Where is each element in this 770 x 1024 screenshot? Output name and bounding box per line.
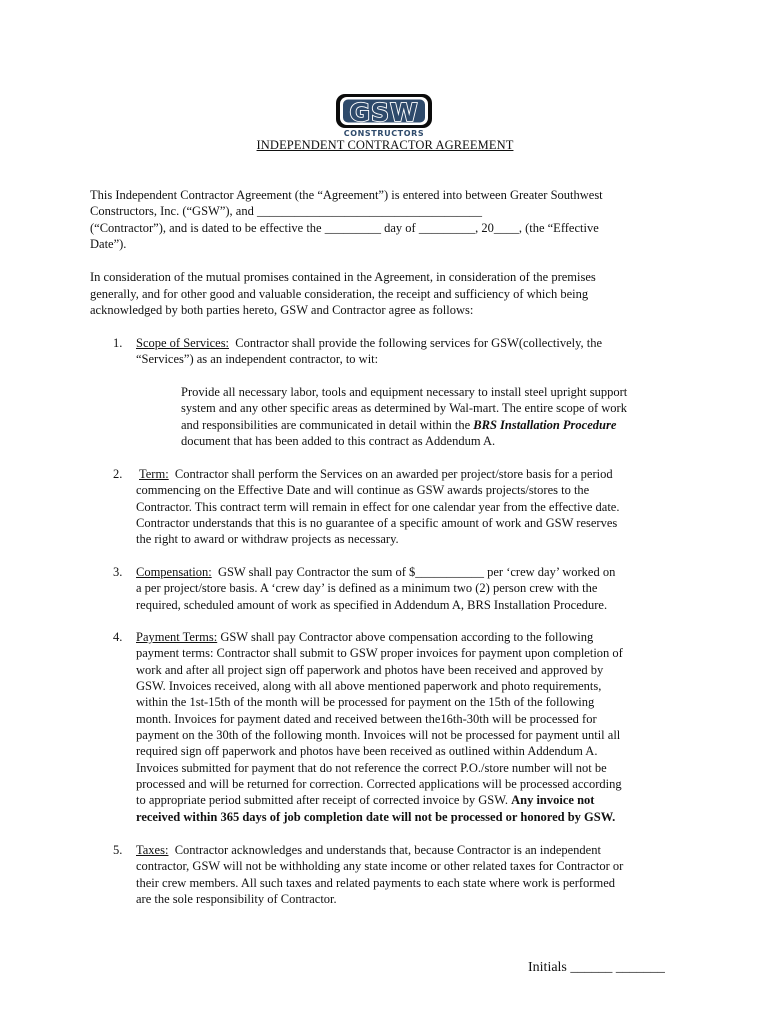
- section-5-line-3: their crew members. All such taxes and related payments to each state where work is performed: [136, 876, 615, 890]
- section-3-number: 3.: [113, 565, 123, 579]
- section-2-line-1: [139, 466, 613, 482]
- invoice-deadline-notice: Any invoice not: [511, 793, 595, 807]
- section-2-heading: Term:: [139, 467, 169, 481]
- section-4-line-11: [136, 792, 594, 808]
- scope-detail-line-2: system and any other specific areas as determined by Wal-mart. The entire scope of work: [181, 401, 627, 415]
- section-5-heading: Taxes:: [136, 843, 169, 857]
- section-2-text: Contractor shall perform the Services on an awarded per project/store basis for a period: [168, 467, 613, 481]
- section-3-line-3: required, scheduled amount of work as specified in Addendum A, BRS Installation Procedure.: [136, 598, 608, 612]
- section-2-line-5: the right to award or withdraw projects as necessary.: [136, 532, 399, 546]
- section-1-line-1: [136, 335, 602, 351]
- scope-detail-line-4: document that has been added to this contract as Addendum A.: [181, 434, 496, 448]
- section-4-line-1: [136, 629, 593, 645]
- section-4-line-3: work and after all project sign off paperwork and photos have been received and approved by: [136, 663, 604, 677]
- section-1-text: Contractor shall provide the following services for GSW(collectively, the: [229, 336, 603, 350]
- section-3-heading: Compensation:: [136, 565, 212, 579]
- section-2-line-3: Contractor. This contract term will remain in effect for one calendar year from the effective date.: [136, 500, 620, 514]
- svg-text:CONSTRUCTORS: CONSTRUCTORS: [343, 129, 425, 138]
- intro-line-2: Constructors, Inc. (“GSW”), and ____________________________________: [90, 204, 482, 218]
- brs-procedure-reference: BRS Installation Procedure: [473, 418, 617, 432]
- section-5-line-2: contractor, GSW will not be withholding any state income or other related taxes for Contractor or: [136, 859, 624, 873]
- svg-text:GSW: GSW: [349, 98, 419, 127]
- gsw-logo: [334, 90, 436, 140]
- intro-line-3: (“Contractor”), and is dated to be effective the _________ day of _________, 20____, (the “Effective: [90, 221, 599, 235]
- scope-detail-text: and responsibilities are communicated in detail within the: [181, 418, 474, 432]
- document-title: INDEPENDENT CONTRACTOR AGREEMENT: [256, 138, 514, 152]
- section-3-line-2: a per project/store basis. A ‘crew day’ is defined as a minimum two (2) person crew with the: [136, 581, 598, 595]
- section-5-number: 5.: [113, 843, 123, 857]
- section-1-line-2: “Services”) as an independent contractor, to wit:: [136, 352, 379, 366]
- intro-line-1: This Independent Contractor Agreement (the “Agreement”) is entered into between Greater Southwest: [90, 188, 603, 202]
- consideration-line-2: generally, and for other good and valuable consideration, the receipt and sufficiency of which being: [90, 287, 589, 301]
- section-5-line-4: are the sole responsibility of Contractor.: [136, 892, 337, 906]
- section-2-line-4: Contractor understands that this is no guarantee of a specific amount of work and GSW reserves: [136, 516, 618, 530]
- section-4-line-7: payment on the 30th of the following month. Invoices will not be processed for payment until all: [136, 728, 621, 742]
- section-4-text: GSW shall pay Contractor above compensation according to the following: [217, 630, 594, 644]
- scope-detail-line-1: Provide all necessary labor, tools and equipment necessary to install steel upright support: [181, 385, 628, 399]
- initials-line: Initials ______ _______: [528, 960, 665, 975]
- section-5-line-1: [136, 842, 601, 858]
- section-4-heading: Payment Terms:: [136, 630, 218, 644]
- section-3-line-1: [136, 564, 615, 580]
- section-2-line-2: commencing on the Effective Date and will continue as GSW awards projects/stores to the: [136, 483, 590, 497]
- consideration-line-1: In consideration of the mutual promises contained in the Agreement, in consideration of the premises: [90, 270, 596, 284]
- section-4-line-9: Invoices submitted for payment that do not reference the correct P.O./store number will not be: [136, 761, 607, 775]
- section-2-number: 2.: [113, 467, 123, 481]
- scope-detail-line-3: [181, 417, 616, 433]
- section-4-line-8: required sign off paperwork and photos have been received as outlined within Addendum A.: [136, 744, 598, 758]
- section-4-line-10: processed and will be returned for correction. Corrected applications will be processed according: [136, 777, 622, 791]
- section-4-line-5: within the 1st-15th of the month will be processed for payment on the 15th of the following: [136, 695, 595, 709]
- section-1-heading: Scope of Services:: [136, 336, 230, 350]
- section-1-number: 1.: [113, 336, 123, 350]
- section-4-line-2: payment terms: Contractor shall submit to GSW proper invoices for payment upon completion of: [136, 646, 623, 660]
- section-4-line-11-text: to appropriate period submitted after receipt of corrected invoice by GSW.: [136, 793, 512, 807]
- intro-line-4: Date”).: [90, 237, 127, 251]
- gsw-logo-mark: [334, 90, 436, 140]
- consideration-line-3: acknowledged by both parties hereto, GSW and Contractor agree as follows:: [90, 303, 474, 317]
- section-4-line-12: received within 365 days of job completion date will not be processed or honored by GSW.: [136, 810, 616, 824]
- section-4-line-6: month. Invoices for payment dated and received between the16th-30th will be processed for: [136, 712, 597, 726]
- section-4-number: 4.: [113, 630, 123, 644]
- section-4-line-4: GSW. Invoices received, along with all above mentioned paperwork and photo requirements,: [136, 679, 602, 693]
- section-5-text: Contractor acknowledges and understands that, because Contractor is an independent: [168, 843, 601, 857]
- section-3-text: GSW shall pay Contractor the sum of $___________ per ‘crew day’ worked on: [211, 565, 616, 579]
